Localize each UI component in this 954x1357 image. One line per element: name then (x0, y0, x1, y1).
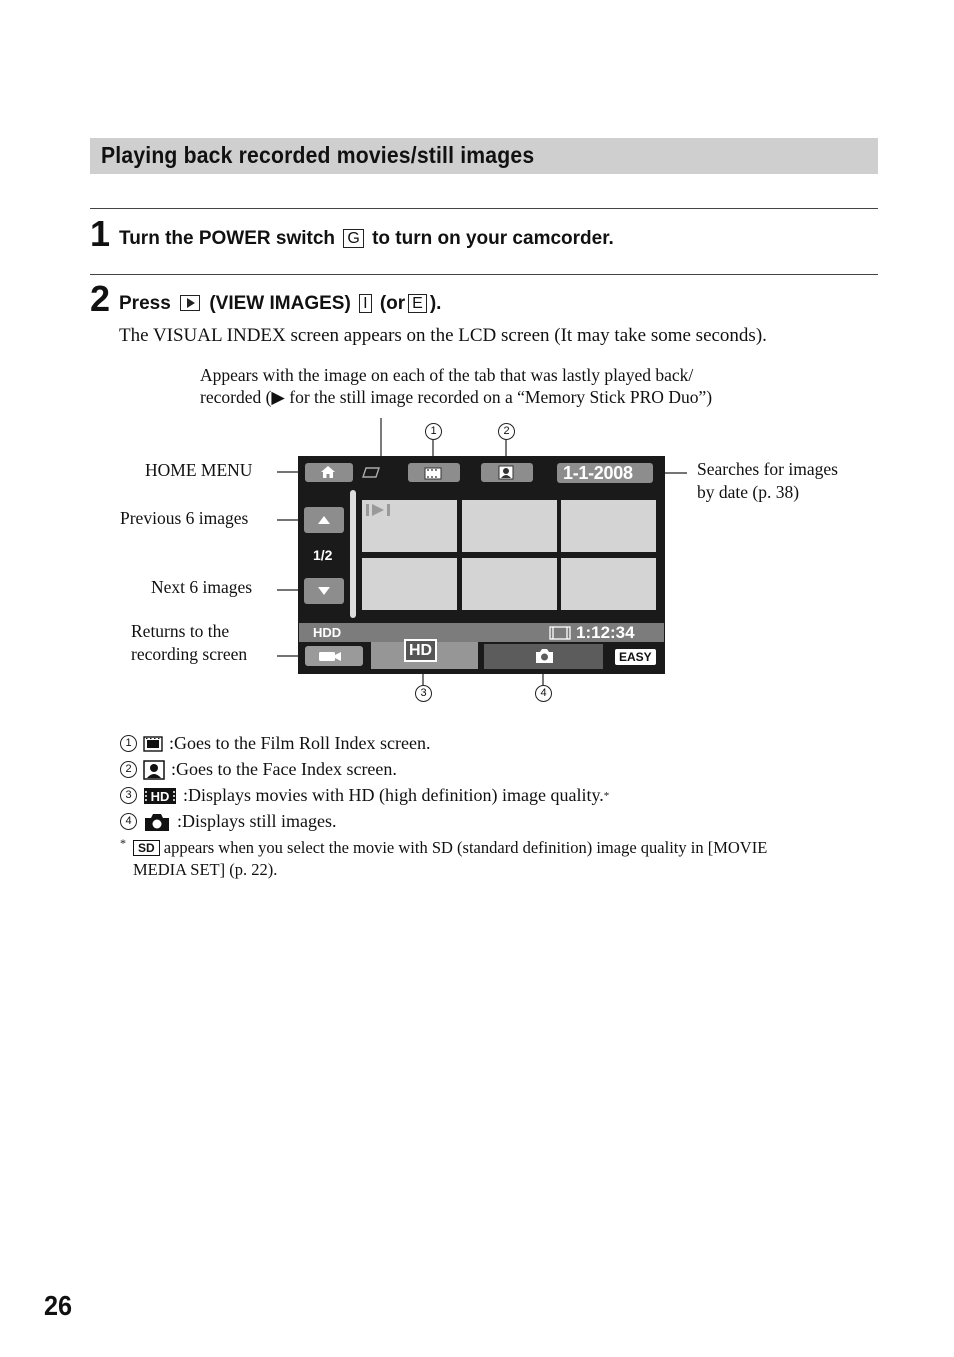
item-face-index (120, 759, 397, 780)
face-index-icon (143, 760, 165, 780)
item-text: :Displays still images. (177, 811, 337, 831)
marker-4: 4 (535, 685, 552, 702)
arrow-down-icon (317, 586, 331, 596)
step1-number: 1 (90, 213, 111, 254)
marker-1: 1 (425, 423, 442, 440)
remaining-time: 1:12:34 (576, 623, 635, 642)
footnote-line2: MEDIA SET] (p. 22). (133, 860, 278, 879)
easy-button[interactable]: EASY (615, 649, 656, 665)
label-searches-line1: Searches for images (697, 459, 838, 479)
item-text: :Displays movies with HD (high definition) image quality. (183, 785, 604, 805)
label-previous: Previous 6 images (120, 508, 249, 528)
thumbnail[interactable] (462, 558, 557, 610)
step2-press: Press (119, 293, 171, 314)
label-searches-line2: by date (p. 38) (697, 482, 800, 502)
sd-quality-icon: SD (133, 840, 160, 856)
thumbnail[interactable] (561, 558, 656, 610)
thumbnail[interactable] (561, 500, 656, 552)
item-number: 1 (120, 735, 137, 752)
step2-number: 2 (90, 278, 111, 319)
page-number: 26 (44, 1290, 73, 1321)
item-number: 2 (120, 761, 137, 778)
media-indicator: HDD (313, 625, 342, 640)
item-number: 3 (120, 787, 137, 804)
item-text: :Goes to the Film Roll Index screen. (169, 733, 431, 753)
view-images-ref-i: I (359, 294, 371, 313)
hd-quality-icon: HD (404, 639, 437, 662)
label-returns-line2: recording screen (131, 644, 248, 664)
marker-3: 3 (415, 685, 432, 702)
footnote-marker: * (603, 789, 610, 802)
step2-description: The VISUAL INDEX screen appears on the LCD screen (It may take some seconds). (119, 325, 767, 346)
film-roll-icon (143, 735, 163, 752)
svg-text:HD: HD (150, 788, 170, 804)
remaining-time-film-icon (549, 626, 571, 640)
step1-text-after: to turn on your camcorder. (372, 228, 614, 249)
arrow-up-icon (317, 515, 331, 525)
step2-or: (or (379, 293, 406, 314)
last-played-marker-icon (364, 502, 398, 518)
home-icon (320, 465, 336, 479)
footnote-star: * (120, 836, 126, 850)
item-hd (120, 785, 609, 806)
thumbnail[interactable] (462, 500, 557, 552)
step1-text-before: Turn the POWER switch (119, 228, 336, 249)
battery-icon (362, 467, 380, 478)
power-switch-ref: G (343, 229, 363, 248)
thumbnail[interactable] (362, 558, 457, 610)
scrollbar[interactable] (350, 490, 356, 618)
page-indicator: 1/2 (313, 547, 333, 563)
view-images-ref-e: E (408, 294, 427, 313)
face-index-icon (498, 465, 514, 480)
item-film-roll (120, 733, 430, 754)
item-still (120, 811, 337, 832)
footnote-text-1: appears when you select the movie with SD (standard definition) image quality in [MOVIE (163, 838, 768, 857)
item-number: 4 (120, 813, 137, 830)
marker-2: 2 (498, 423, 515, 440)
item-text: :Goes to the Face Index screen. (171, 759, 397, 779)
camcorder-icon (318, 649, 342, 663)
camera-icon (143, 812, 171, 832)
footnote-line1 (133, 837, 767, 859)
section-title: Playing back recorded movies/still images (101, 142, 535, 168)
hd-quality-icon (143, 787, 177, 805)
label-home-menu: HOME MENU (145, 460, 253, 480)
film-roll-icon (424, 465, 442, 480)
date-display: 1-1-2008 (563, 463, 633, 483)
tab-note-line1: Appears with the image on each of the tab that was lastly played back/ (200, 365, 694, 385)
camera-icon (533, 647, 555, 665)
label-returns-line1: Returns to the (131, 621, 230, 641)
step2-close: ). (429, 293, 442, 314)
tab-note-line2: recorded (▶ for the still image recorded on a “Memory Stick PRO Duo”) (200, 387, 713, 407)
step2-view-images: (VIEW IMAGES) (209, 293, 351, 314)
label-next: Next 6 images (151, 577, 253, 597)
